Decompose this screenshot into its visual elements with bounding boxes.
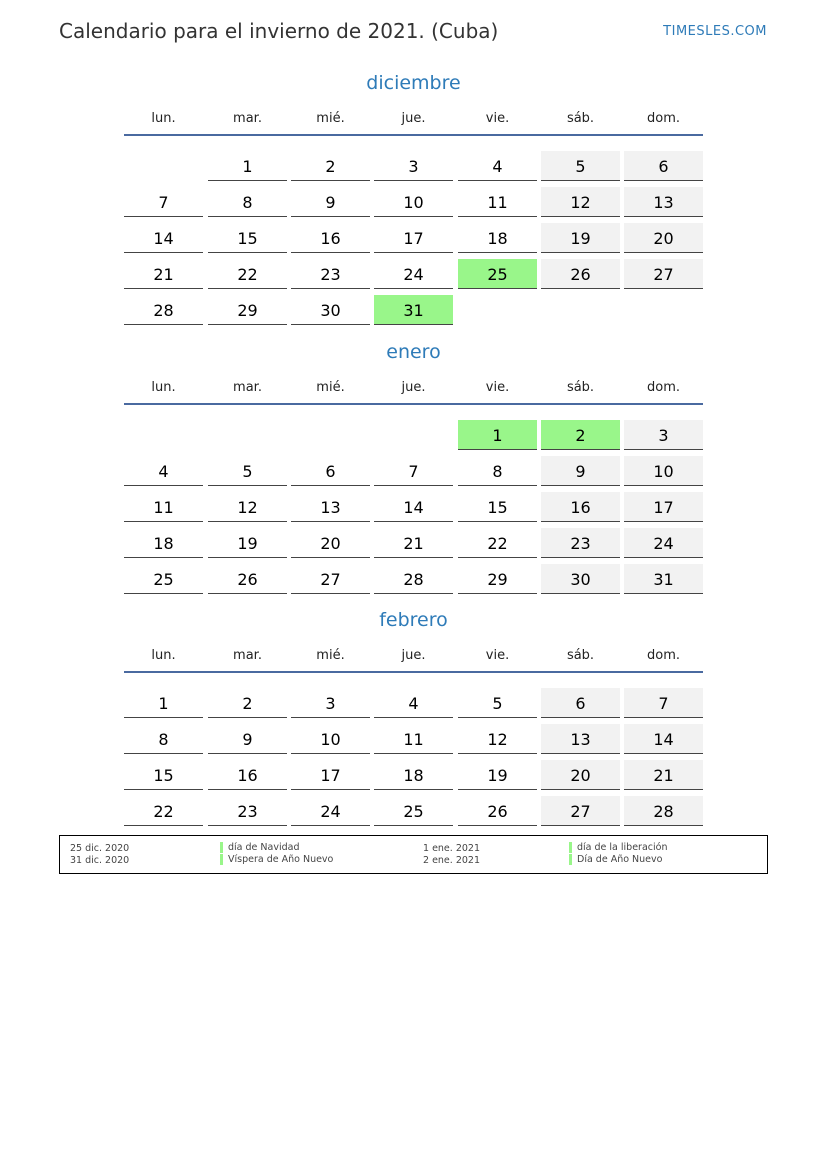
day-cell: 26 <box>458 796 537 826</box>
day-cell: 10 <box>291 724 370 754</box>
day-cell: 22 <box>124 796 203 826</box>
day-cell: 20 <box>624 223 703 253</box>
day-cell: 1 <box>124 688 203 718</box>
day-cell: 21 <box>124 259 203 289</box>
day-cell: 21 <box>374 528 453 558</box>
day-cell: 3 <box>374 151 453 181</box>
day-cell: 22 <box>208 259 287 289</box>
legend-holiday-name: día de la liberación <box>569 842 667 853</box>
day-cell: 25 <box>374 796 453 826</box>
day-cell: 2 <box>208 688 287 718</box>
holiday-legend <box>59 835 768 874</box>
day-cell: 26 <box>541 259 620 289</box>
day-cell: 6 <box>624 151 703 181</box>
day-cell: 30 <box>291 295 370 325</box>
weekday-label: vie. <box>485 111 510 126</box>
day-cell: 23 <box>208 796 287 826</box>
header-divider <box>124 403 703 405</box>
weekday-label: dom. <box>646 648 680 663</box>
day-cell: 17 <box>374 223 453 253</box>
day-cell: 24 <box>624 528 703 558</box>
day-cell: 23 <box>291 259 370 289</box>
day-cell: 5 <box>458 688 537 718</box>
day-cell: 16 <box>291 223 370 253</box>
day-cell: 9 <box>208 724 287 754</box>
day-cell: 16 <box>208 760 287 790</box>
day-cell: 23 <box>541 528 620 558</box>
day-cell: 19 <box>541 223 620 253</box>
weekday-label: lun. <box>151 111 176 126</box>
weekday-label: lun. <box>151 380 176 395</box>
legend-date: 1 ene. 2021 <box>423 843 480 854</box>
day-cell: 18 <box>124 528 203 558</box>
month-name: enero <box>386 341 441 363</box>
day-cell: 10 <box>624 456 703 486</box>
legend-holiday-name: día de Navidad <box>220 842 299 853</box>
day-cell: 3 <box>291 688 370 718</box>
day-cell: 20 <box>541 760 620 790</box>
legend-holiday-name: Día de Año Nuevo <box>569 854 662 865</box>
day-cell: 1 <box>208 151 287 181</box>
day-cell: 11 <box>124 492 203 522</box>
day-cell: 15 <box>124 760 203 790</box>
day-cell: 4 <box>374 688 453 718</box>
weekday-label: sáb. <box>566 111 595 126</box>
weekday-label: mié. <box>316 648 345 663</box>
day-cell: 10 <box>374 187 453 217</box>
weekday-header <box>124 380 703 400</box>
day-cell: 24 <box>374 259 453 289</box>
weekday-label: sáb. <box>566 648 595 663</box>
weekday-label: mar. <box>233 648 262 663</box>
day-cell: 3 <box>624 420 703 450</box>
day-cell: 17 <box>291 760 370 790</box>
day-cell: 7 <box>124 187 203 217</box>
day-cell: 5 <box>208 456 287 486</box>
day-cell: 12 <box>458 724 537 754</box>
day-cell: 28 <box>624 796 703 826</box>
day-cell: 4 <box>124 456 203 486</box>
holiday-day-cell: 2 <box>541 420 620 450</box>
weekday-label: dom. <box>646 111 680 126</box>
day-cell: 4 <box>458 151 537 181</box>
site-link[interactable]: TIMESLES.COM <box>663 24 767 39</box>
day-cell: 30 <box>541 564 620 594</box>
day-cell: 13 <box>291 492 370 522</box>
day-cell: 29 <box>458 564 537 594</box>
day-cell: 9 <box>541 456 620 486</box>
day-cell: 7 <box>374 456 453 486</box>
day-cell: 12 <box>541 187 620 217</box>
day-cell: 2 <box>291 151 370 181</box>
day-cell: 8 <box>124 724 203 754</box>
day-cell: 22 <box>458 528 537 558</box>
day-cell: 8 <box>458 456 537 486</box>
day-cell: 16 <box>541 492 620 522</box>
day-cell: 28 <box>124 295 203 325</box>
weekday-label: jue. <box>401 380 426 395</box>
weekday-label: mié. <box>316 111 345 126</box>
day-cell: 11 <box>374 724 453 754</box>
day-cell: 24 <box>291 796 370 826</box>
weekday-label: vie. <box>485 648 510 663</box>
day-cell: 18 <box>458 223 537 253</box>
day-cell: 25 <box>124 564 203 594</box>
legend-date: 2 ene. 2021 <box>423 855 480 866</box>
day-cell: 21 <box>624 760 703 790</box>
day-cell: 9 <box>291 187 370 217</box>
day-cell: 20 <box>291 528 370 558</box>
weekday-label: dom. <box>646 380 680 395</box>
weekday-header <box>124 648 703 668</box>
day-cell: 11 <box>458 187 537 217</box>
day-cell: 29 <box>208 295 287 325</box>
day-cell: 27 <box>291 564 370 594</box>
day-cell: 19 <box>208 528 287 558</box>
weekday-label: sáb. <box>566 380 595 395</box>
day-cell: 8 <box>208 187 287 217</box>
day-cell: 15 <box>208 223 287 253</box>
day-cell: 26 <box>208 564 287 594</box>
day-cell: 19 <box>458 760 537 790</box>
day-cell: 18 <box>374 760 453 790</box>
weekday-label: vie. <box>485 380 510 395</box>
holiday-day-cell: 31 <box>374 295 453 325</box>
day-cell: 17 <box>624 492 703 522</box>
day-cell: 7 <box>624 688 703 718</box>
weekday-label: mar. <box>233 111 262 126</box>
legend-date: 31 dic. 2020 <box>70 855 130 866</box>
header-divider <box>124 671 703 673</box>
day-cell: 27 <box>624 259 703 289</box>
weekday-header <box>124 111 703 131</box>
day-cell: 14 <box>124 223 203 253</box>
legend-date: 25 dic. 2020 <box>70 843 130 854</box>
day-cell: 15 <box>458 492 537 522</box>
month-name: febrero <box>379 609 448 631</box>
weekday-label: jue. <box>401 111 426 126</box>
weekday-label: jue. <box>401 648 426 663</box>
page-title: Calendario para el invierno de 2021. (Cuba) <box>59 19 499 43</box>
weekday-label: mié. <box>316 380 345 395</box>
day-cell: 28 <box>374 564 453 594</box>
weekday-label: lun. <box>151 648 176 663</box>
month-name: diciembre <box>366 72 461 94</box>
weekday-label: mar. <box>233 380 262 395</box>
day-cell: 12 <box>208 492 287 522</box>
day-cell: 31 <box>624 564 703 594</box>
legend-holiday-name: Víspera de Año Nuevo <box>220 854 333 865</box>
holiday-day-cell: 25 <box>458 259 537 289</box>
day-cell: 6 <box>541 688 620 718</box>
day-cell: 6 <box>291 456 370 486</box>
day-cell: 13 <box>624 187 703 217</box>
day-cell: 14 <box>624 724 703 754</box>
day-cell: 13 <box>541 724 620 754</box>
holiday-day-cell: 1 <box>458 420 537 450</box>
header-divider <box>124 134 703 136</box>
day-cell: 5 <box>541 151 620 181</box>
day-cell: 27 <box>541 796 620 826</box>
day-cell: 14 <box>374 492 453 522</box>
